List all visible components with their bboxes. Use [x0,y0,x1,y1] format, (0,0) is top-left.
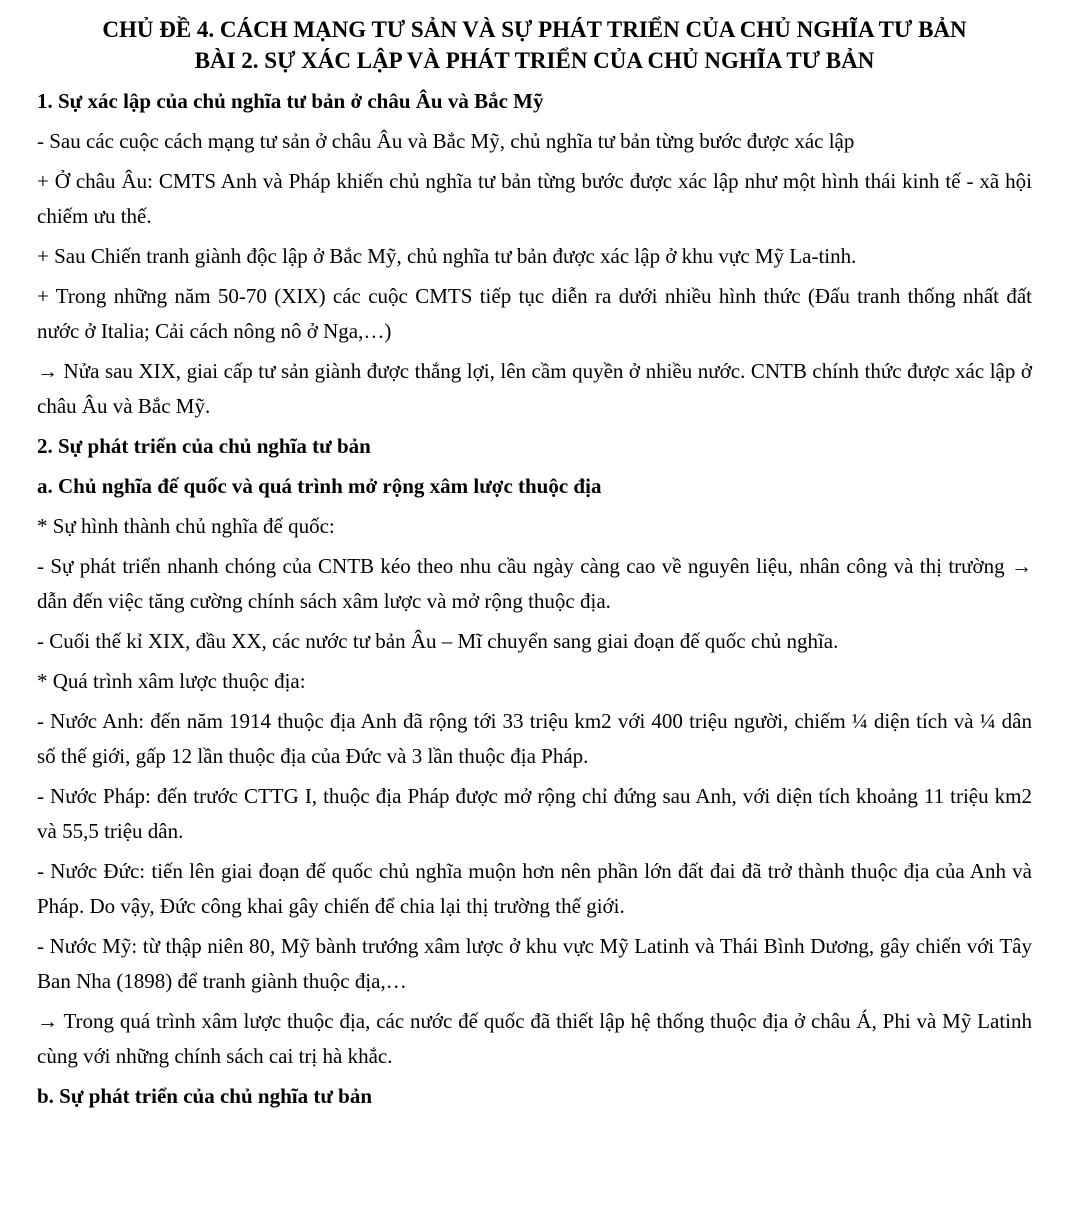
paragraph: - Cuối thế kỉ XIX, đầu XX, các nước tư bản Âu – Mĩ chuyển sang giai đoạn đế quốc chủ nghĩa. [37,629,839,653]
paragraph: → Trong quá trình xâm lược thuộc địa, các nước đế quốc đã thiết lập hệ thống thuộc địa ở châu Á, Phi và Mỹ Latinh cùng với những chính sách cai trị hà khắc. [37,1009,1032,1068]
paragraph: - Nước Pháp: đến trước CTTG I, thuộc địa Pháp được mở rộng chỉ đứng sau Anh, với diện tích khoảng 11 triệu km2 và 55,5 triệu dân. [37,784,1032,843]
paragraph: → Nửa sau XIX, giai cấp tư sản giành được thắng lợi, lên cầm quyền ở nhiều nước. CNTB chính thức được xác lập ở châu Âu và Bắc Mỹ. [37,359,1032,418]
section-heading: b. Sự phát triển của chủ nghĩa tư bản [37,1084,373,1108]
paragraph: - Sau các cuộc cách mạng tư sản ở châu Âu và Bắc Mỹ, chủ nghĩa tư bản từng bước được xác lập [37,129,855,153]
paragraph: * Sự hình thành chủ nghĩa đế quốc: [37,514,335,538]
paragraph: - Nước Anh: đến năm 1914 thuộc địa Anh đã rộng tới 33 triệu km2 với 400 triệu người, chiếm ¼ diện tích và ¼ dân số thế giới, gấp 12 lần thuộc địa của Đức và 3 lần thuộc địa Pháp. [37,709,1032,768]
topic-title: CHỦ ĐỀ 4. CÁCH MẠNG TƯ SẢN VÀ SỰ PHÁT TRIỂN CỦA CHỦ NGHĨA TƯ BẢN [102,17,967,42]
section-heading: 1. Sự xác lập của chủ nghĩa tư bản ở châu Âu và Bắc Mỹ [37,89,544,113]
section-heading: a. Chủ nghĩa đế quốc và quá trình mở rộng xâm lược thuộc địa [37,474,602,498]
paragraph: - Sự phát triển nhanh chóng của CNTB kéo theo nhu cầu ngày càng cao về nguyên liệu, nhân công và thị trường → dẫn đến việc tăng cường chính sách xâm lược và mở rộng thuộc địa. [37,554,1032,613]
section-heading: 2. Sự phát triển của chủ nghĩa tư bản [37,434,371,458]
paragraph: + Trong những năm 50-70 (XIX) các cuộc CMTS tiếp tục diễn ra dưới nhiều hình thức (Đấu tranh thống nhất đất nước ở Italia; Cải cách nông nô ở Nga,…) [37,284,1032,343]
paragraph: + Ở châu Âu: CMTS Anh và Pháp khiến chủ nghĩa tư bản từng bước được xác lập như một hình thái kinh tế - xã hội chiếm ưu thế. [37,169,1032,228]
paragraph: - Nước Mỹ: từ thập niên 80, Mỹ bành trướng xâm lược ở khu vực Mỹ Latinh và Thái Bình Dương, gây chiến với Tây Ban Nha (1898) để tranh giành thuộc địa,… [37,934,1032,993]
lesson-title: BÀI 2. SỰ XÁC LẬP VÀ PHÁT TRIỂN CỦA CHỦ NGHĨA TƯ BẢN [194,48,875,73]
paragraph: * Quá trình xâm lược thuộc địa: [37,669,306,693]
document-body [37,84,1032,1114]
paragraph: - Nước Đức: tiến lên giai đoạn đế quốc chủ nghĩa muộn hơn nên phần lớn đất đai đã trở thành thuộc địa của Anh và Pháp. Do vậy, Đức công khai gây chiến để chia lại thị trường thế giới. [37,859,1032,918]
document-title [37,14,1032,76]
paragraph: + Sau Chiến tranh giành độc lập ở Bắc Mỹ, chủ nghĩa tư bản được xác lập ở khu vực Mỹ La-tinh. [37,244,857,268]
